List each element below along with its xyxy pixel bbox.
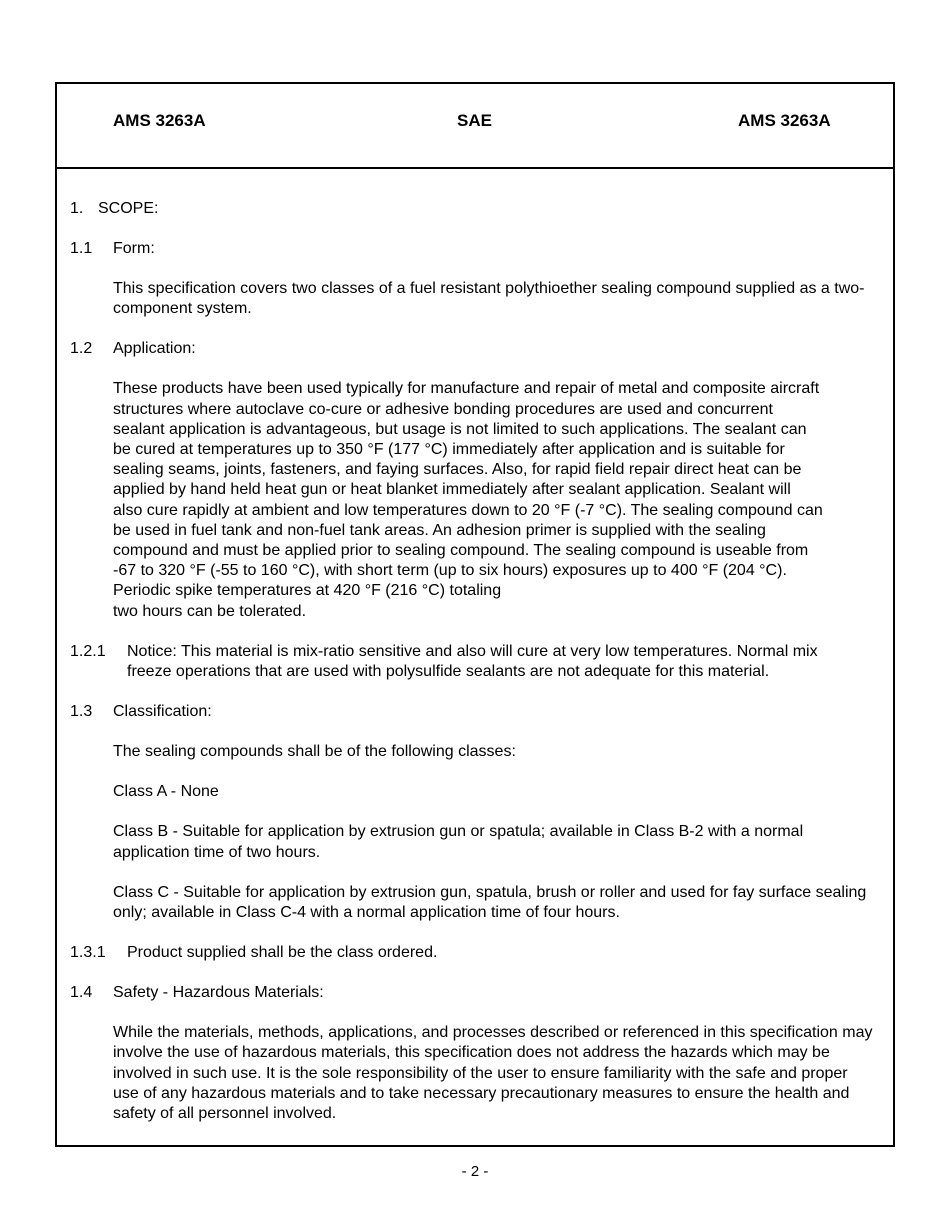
section-title: Application: bbox=[113, 340, 196, 358]
notice-line-2: freeze operations that are used with polysulfide sealants are not adequate for this material. bbox=[127, 662, 770, 680]
page-number: - 2 - bbox=[461, 1163, 489, 1180]
header-org: SAE bbox=[457, 111, 492, 130]
section-safety-text: While the materials, methods, applications, and processes described or referenced in this specification may involve the use of hazardous materials, this specification does not address the hazards which may be involved in such use. It is the sole responsibility of the user to ensure familiarity with the safe and proper use of any hazardous materials and to take necessary precautionary measures to ensure the health and safety of all personnel involved. bbox=[113, 1024, 873, 1123]
document-header bbox=[57, 84, 893, 169]
section-number: 1.3 bbox=[70, 703, 93, 721]
text-line: applied by hand held heat gun or heat blanket immediately after sealant application. Sealant will bbox=[113, 481, 791, 499]
section-number: 1.3.1 bbox=[70, 944, 106, 962]
section-number: 1. bbox=[70, 200, 84, 217]
section-number: 1.2.1 bbox=[70, 642, 106, 660]
section-application-heading bbox=[70, 339, 880, 359]
section-safety-heading bbox=[70, 983, 880, 1003]
section-title: Form: bbox=[113, 240, 155, 257]
notice-line-1: Notice: This material is mix-ratio sensitive and also will cure at very low temperatures. Normal mix bbox=[127, 642, 818, 660]
classification-intro: The sealing compounds shall be of the following classes: bbox=[113, 743, 516, 761]
text-line: structures where autoclave co-cure or adhesive bonding procedures are used and concurrent bbox=[113, 400, 773, 418]
text-line: These products have been used typically for manufacture and repair of metal and composite aircraft bbox=[113, 380, 820, 398]
class-b-text: Class B - Suitable for application by extrusion gun or spatula; available in Class B-2 with a normal application time of two hours. bbox=[113, 823, 804, 861]
section-title: Classification: bbox=[113, 703, 212, 721]
text-line: be cured at temperatures up to 350 °F (177 °C) immediately after application and is suitable for bbox=[113, 441, 785, 459]
section-notice-heading bbox=[70, 642, 880, 662]
product-text: Product supplied shall be the class ordered. bbox=[127, 944, 438, 962]
text-line: also cure rapidly at ambient and low temperatures down to 20 °F (-7 °C). The sealing compound can bbox=[113, 501, 823, 519]
section-application-text bbox=[113, 379, 873, 621]
section-number: 1.4 bbox=[70, 984, 93, 1002]
page-frame bbox=[55, 82, 895, 1147]
class-c-text: Class C - Suitable for application by extrusion gun, spatula, brush or roller and used for fay surface sealing only; available in Class C-4 with a normal application time of four hours. bbox=[113, 883, 867, 922]
class-a-text: Class A - None bbox=[113, 783, 219, 801]
text-line: Periodic spike temperatures at 420 °F (216 °C) totaling bbox=[113, 582, 502, 600]
section-product-heading bbox=[70, 943, 880, 963]
section-number: 1.1 bbox=[70, 240, 93, 257]
header-doc-id-left: AMS 3263A bbox=[113, 111, 206, 130]
section-number: 1.2 bbox=[70, 340, 93, 358]
section-title: Safety - Hazardous Materials: bbox=[113, 984, 324, 1002]
header-doc-id-right: AMS 3263A bbox=[738, 111, 831, 130]
text-line: compound and must be applied prior to sealing compound. The sealing compound is useable from bbox=[113, 542, 809, 560]
text-line: be used in fuel tank and non-fuel tank areas. An adhesion primer is supplied with the sealing bbox=[113, 521, 766, 539]
section-scope-heading bbox=[70, 199, 880, 219]
section-classification-heading bbox=[70, 702, 880, 722]
text-line: sealing seams, joints, fasteners, and faying surfaces. Also, for rapid field repair direct heat can be bbox=[113, 461, 802, 479]
section-title: SCOPE: bbox=[98, 200, 159, 217]
document-body bbox=[70, 199, 880, 1124]
section-form-heading bbox=[70, 239, 880, 259]
text-line: -67 to 320 °F (-55 to 160 °C), with short term (up to six hours) exposures up to 400 °F (204 °C). bbox=[113, 562, 787, 580]
text-line: sealant application is advantageous, but usage is not limited to such applications. The sealant can bbox=[113, 420, 807, 438]
section-form-text: This specification covers two classes of a fuel resistant polythioether sealing compound supplied as a two-component system. bbox=[113, 280, 865, 318]
text-line: two hours can be tolerated. bbox=[113, 602, 307, 620]
